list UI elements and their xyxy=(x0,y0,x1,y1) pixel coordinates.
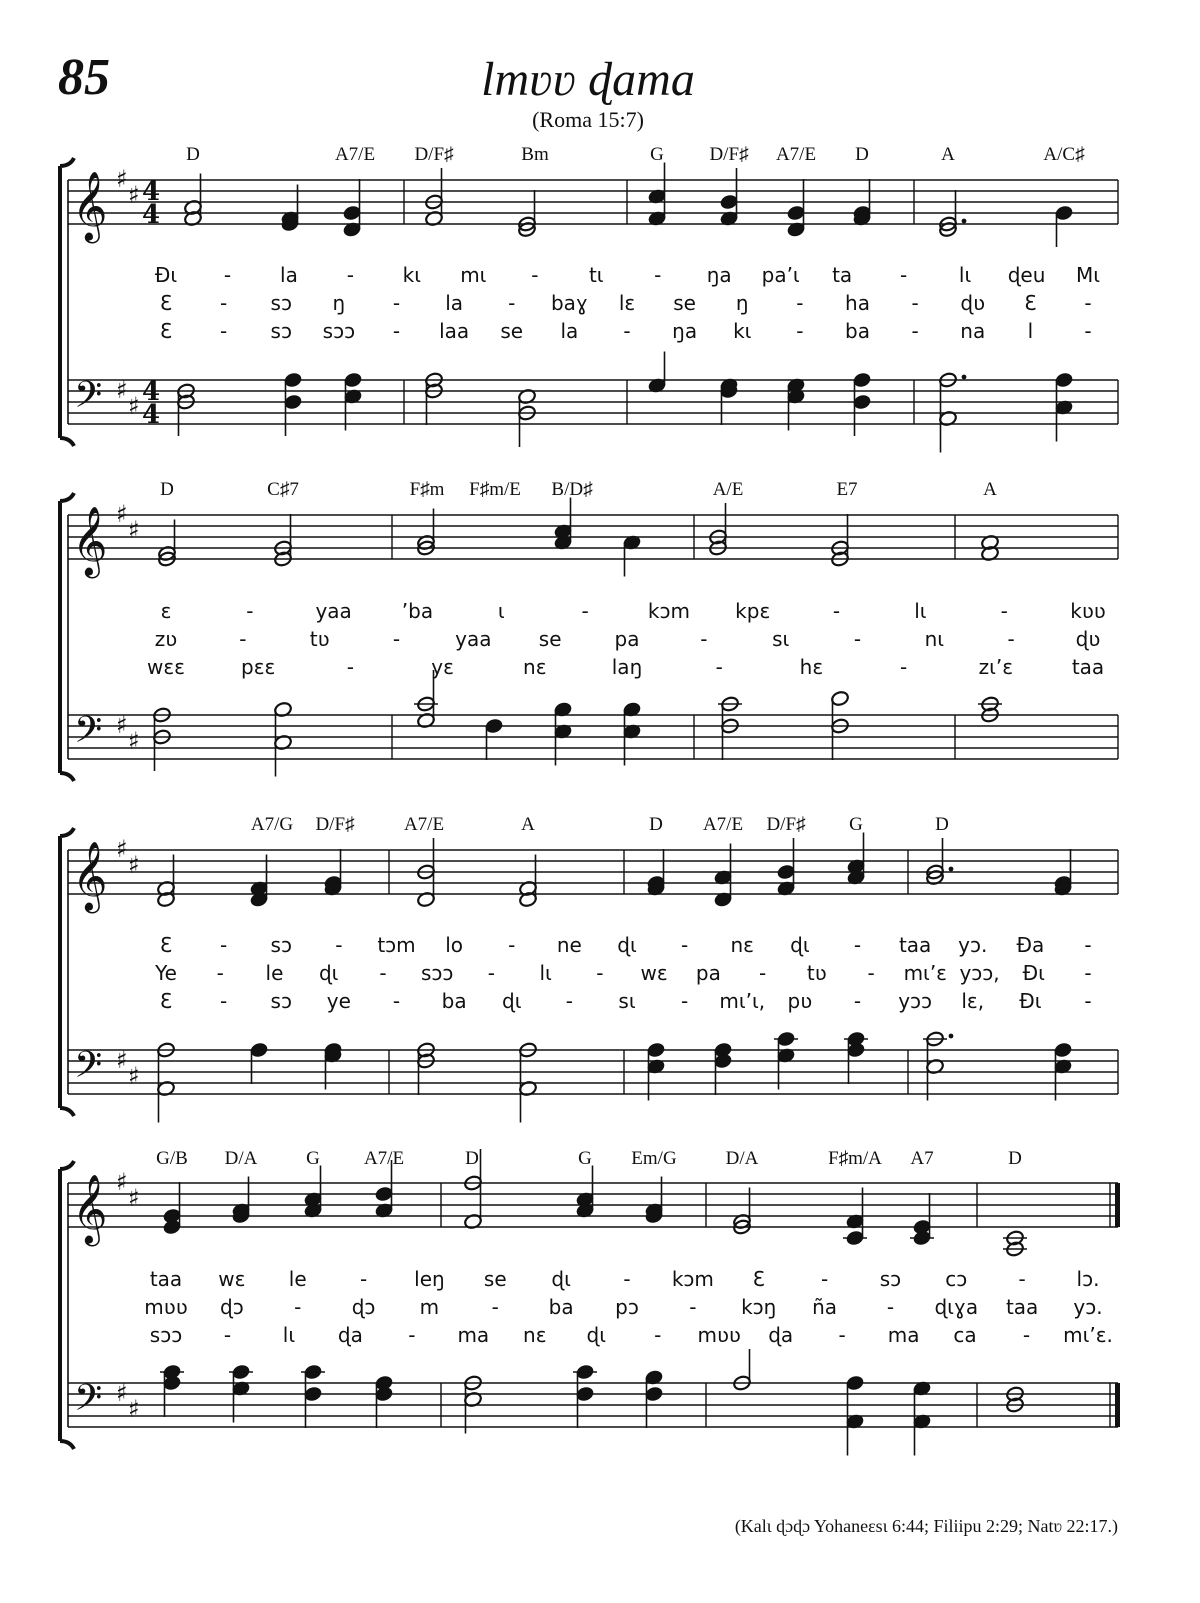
lyric-syllable: ɖɩ xyxy=(551,1267,571,1291)
chord-symbol: G xyxy=(650,144,664,165)
notehead xyxy=(162,1375,181,1392)
sharp-icon: ♯ xyxy=(128,1184,140,1212)
system-3 xyxy=(60,814,1118,1123)
notehead xyxy=(713,1053,732,1070)
lyric-syllable: - xyxy=(623,1267,631,1291)
bass-clef-icon: 𝄢 xyxy=(74,1044,103,1095)
lyric-syllable: kʋʋ xyxy=(1070,599,1106,623)
lyric-syllable: ɖɩ xyxy=(318,961,339,985)
lyric-syllable: ɖʋ xyxy=(1075,627,1101,651)
time-signature-top: 4 xyxy=(142,177,161,207)
lyric-syllable: - xyxy=(216,961,224,985)
sharp-icon: ♯ xyxy=(128,1062,140,1090)
lyric-syllable: - xyxy=(220,291,228,315)
sharp-icon: ♯ xyxy=(128,392,140,420)
scripture-reference: (Roma 15:7) xyxy=(532,107,644,132)
sharp-icon: ♯ xyxy=(116,1046,128,1074)
bass-staff xyxy=(68,1031,1118,1123)
chord-symbol: D/F♯ xyxy=(414,144,454,165)
lyric-syllable: ta xyxy=(832,263,853,287)
dot xyxy=(962,375,967,380)
notehead xyxy=(644,1386,663,1403)
lyric-syllable: pʋ xyxy=(787,989,813,1013)
lyric-syllable: - xyxy=(508,291,516,315)
time-signature-bottom: 4 xyxy=(142,200,161,230)
lyric-syllable: nɩ xyxy=(924,627,945,651)
hymn-number: 85 xyxy=(58,49,110,106)
lyric-syllable: taa xyxy=(898,933,932,957)
lyric-syllable: ɖa xyxy=(337,1323,363,1347)
lyric-syllable: wɛ xyxy=(640,961,668,985)
lyric-syllable: mʋʋ xyxy=(697,1323,741,1347)
chord-symbol: A7/E xyxy=(702,814,744,835)
lyric-syllable: baɣ xyxy=(550,291,588,315)
lyric-syllable: Ɖa xyxy=(1016,933,1045,957)
lyric-syllable: ha xyxy=(845,291,870,315)
notehead xyxy=(830,690,849,707)
chord-symbol: D/A xyxy=(725,1148,759,1169)
lyric-syllable: sɔ xyxy=(879,1267,902,1291)
dot xyxy=(949,867,954,872)
sharp-icon: ♯ xyxy=(116,165,128,193)
lyric-syllable: se xyxy=(483,1267,507,1291)
lyric-syllable: sɔɔ xyxy=(322,319,356,343)
lyric-syllable: ɩ xyxy=(497,599,505,623)
lyric-syllable: tɩ xyxy=(588,263,604,287)
chord-symbol: D/F♯ xyxy=(766,814,806,835)
lyric-syllable: - xyxy=(899,655,908,679)
lyric-syllable: yɔɔ, xyxy=(959,961,1000,985)
dot xyxy=(949,1034,954,1039)
lyric-syllable: - xyxy=(886,1295,895,1319)
lyric-syllable: m xyxy=(419,1295,440,1319)
lyric-syllable: mɩ’ɛ xyxy=(903,961,948,985)
lyric-syllable: - xyxy=(531,263,539,287)
sharp-icon: ♯ xyxy=(116,711,128,739)
lyric-syllable: - xyxy=(335,933,343,957)
lyric-syllable: - xyxy=(899,263,908,287)
lyric-syllable: - xyxy=(392,989,401,1013)
notehead xyxy=(374,1386,393,1403)
lyric-syllable: - xyxy=(408,1323,416,1347)
chord-symbol: D/F♯ xyxy=(315,814,355,835)
lyric-syllable: - xyxy=(565,989,573,1013)
lyric-syllable: lɩ xyxy=(914,599,927,623)
bass-staff xyxy=(68,352,1118,453)
lyric-syllable: yɔ. xyxy=(1073,1295,1103,1319)
lyric-syllable: lɔ. xyxy=(1076,1267,1100,1291)
lyric-syllable: mɩ xyxy=(460,263,487,287)
lyric-syllable: ba xyxy=(548,1295,574,1319)
chord-symbol: D xyxy=(160,479,174,500)
lyric-syllable: sɩ xyxy=(618,989,636,1013)
lyric-syllable: - xyxy=(220,989,228,1013)
chord-symbol: Bm xyxy=(521,144,549,165)
lyric-syllable: mɩ’ɩ, xyxy=(719,989,766,1013)
sharp-icon: ♯ xyxy=(128,181,140,209)
sharp-icon: ♯ xyxy=(116,1168,128,1196)
lyric-syllable: ŋa xyxy=(672,319,698,343)
notehead xyxy=(846,1042,865,1059)
treble-staff xyxy=(68,498,1118,579)
lyric-syllable: sɔɔ xyxy=(149,1323,183,1347)
lyric-syllable: ɖa xyxy=(768,1323,794,1347)
lyric-syllable: - xyxy=(379,961,387,985)
chord-symbol: A xyxy=(941,144,955,165)
lyric-syllable: leŋ xyxy=(414,1267,445,1291)
lyric-syllable: - xyxy=(508,933,516,957)
lyric-syllable: ɖɩ xyxy=(617,933,637,957)
lyric-syllable: - xyxy=(911,319,919,343)
chord-symbol: A7/E xyxy=(403,814,445,835)
bass-staff xyxy=(68,670,1118,777)
lyric-syllable: - xyxy=(1084,933,1092,957)
sharp-icon: ♯ xyxy=(116,835,128,863)
bass-clef-icon: 𝄢 xyxy=(74,374,103,425)
chord-symbol: D/A xyxy=(224,1148,258,1169)
lyric-syllable: taa xyxy=(1005,1295,1039,1319)
treble-clef-icon: 𝄞 xyxy=(72,506,108,576)
notehead xyxy=(374,1186,393,1203)
sharp-icon: ♯ xyxy=(116,1379,128,1407)
lyric-syllable: ɖɔ xyxy=(220,1295,244,1319)
notehead xyxy=(776,864,795,881)
lyric-syllable: - xyxy=(832,599,841,623)
lyric-syllable: ɖeu xyxy=(1007,263,1046,287)
lyric-syllable: na xyxy=(960,319,986,343)
chord-symbol: G xyxy=(306,1148,320,1169)
treble-clef-icon: 𝄞 xyxy=(72,1174,108,1244)
notehead xyxy=(484,718,503,735)
lyric-syllable: le xyxy=(265,961,284,985)
notehead xyxy=(303,1386,322,1403)
lyric-syllable: - xyxy=(853,989,862,1013)
lyric-syllable: hɛ xyxy=(799,655,824,679)
lyric-syllable: pɛɛ xyxy=(241,655,276,679)
lyric-syllable: taa xyxy=(149,1267,183,1291)
notehead xyxy=(852,372,871,389)
lyric-syllable: mɩ’ɛ. xyxy=(1063,1323,1113,1347)
chord-symbol: G xyxy=(578,1148,592,1169)
chord-symbol: G/B xyxy=(156,1148,188,1169)
lyric-syllable: - xyxy=(223,1323,232,1347)
lyric-syllable: zɩ’ɛ xyxy=(978,655,1014,679)
notehead xyxy=(343,372,362,389)
lyric-syllable: lɛ, xyxy=(961,989,985,1013)
notehead xyxy=(786,205,805,222)
sharp-icon: ♯ xyxy=(128,851,140,879)
lyric-syllable: - xyxy=(838,1323,846,1347)
lyric-syllable: - xyxy=(346,263,355,287)
chord-symbol: G xyxy=(849,814,863,835)
sharp-icon: ♯ xyxy=(116,376,128,404)
system-4 xyxy=(60,1148,1120,1456)
lyric-syllable: sɔ xyxy=(270,989,292,1013)
lyric-syllable: yaa xyxy=(455,627,492,651)
lyric-syllable: ye xyxy=(326,989,351,1013)
lyric-syllable: ’ba xyxy=(401,599,434,623)
lyric-syllable: - xyxy=(1084,961,1092,985)
chord-symbol: A7 xyxy=(910,1148,934,1169)
lyric-syllable: Ɛ xyxy=(752,1267,765,1291)
treble-staff xyxy=(68,163,1118,248)
sharp-icon: ♯ xyxy=(128,516,140,544)
chord-symbol: D xyxy=(1008,1148,1022,1169)
chord-symbol: Em/G xyxy=(631,1148,677,1169)
lyric-syllable: wɛɛ xyxy=(147,655,185,679)
lyric-syllable: tʋ xyxy=(309,627,330,651)
lyric-syllable: - xyxy=(239,627,247,651)
lyric-syllable: - xyxy=(220,933,228,957)
lyric-syllable: - xyxy=(1007,627,1015,651)
lyric-syllable: yɛ xyxy=(431,655,454,679)
lyric-syllable: - xyxy=(623,319,631,343)
lyric-syllable: Ɖɩ xyxy=(1019,989,1042,1013)
lyric-syllable: pa xyxy=(695,961,721,985)
lyric-syllable: lɛ xyxy=(618,291,636,315)
lyric-syllable: yɔɔ xyxy=(898,989,933,1013)
lyric-syllable: nɛ xyxy=(730,933,754,957)
lyric-syllable: sɔ xyxy=(270,291,292,315)
hymn-title: Ɩmʋʋ ɖama xyxy=(481,53,695,106)
chord-symbol: A xyxy=(521,814,535,835)
notehead xyxy=(283,394,302,411)
lyric-syllable: - xyxy=(796,291,804,315)
treble-clef-icon: 𝄞 xyxy=(72,841,108,911)
system-1 xyxy=(60,144,1118,453)
lyric-syllable: - xyxy=(867,961,875,985)
lyric-syllable: kɩ xyxy=(733,319,752,343)
lyric-syllable: ma xyxy=(887,1323,920,1347)
lyric-syllable: yɔ. xyxy=(958,933,988,957)
lyric-syllable: - xyxy=(220,319,228,343)
notehead xyxy=(283,372,302,389)
lyric-syllable: lɩ xyxy=(958,263,972,287)
lyric-syllable: - xyxy=(581,599,589,623)
lyric-syllable: - xyxy=(715,655,723,679)
lyric-syllable: - xyxy=(1000,599,1008,623)
chord-symbol: D xyxy=(935,814,949,835)
lyric-syllable: se xyxy=(500,319,524,343)
notehead xyxy=(575,1386,594,1403)
lyric-syllable: - xyxy=(294,1295,302,1319)
chord-symbol: E7 xyxy=(836,479,858,500)
lyric-syllable: - xyxy=(246,599,254,623)
notehead xyxy=(646,1042,665,1059)
notehead xyxy=(1053,1042,1072,1059)
lyric-syllable: ɖɩɣa xyxy=(934,1295,979,1319)
lyric-syllable: ŋ xyxy=(332,291,346,315)
lyric-syllable: ɖɩ xyxy=(502,989,522,1013)
chord-symbol: D xyxy=(465,1148,479,1169)
lyric-syllable: - xyxy=(596,961,604,985)
lyric-syllable: yaa xyxy=(315,599,352,623)
lyric-syllable: cɔ xyxy=(945,1267,968,1291)
lyric-syllable: ña xyxy=(812,1295,838,1319)
lyric-syllable: lo xyxy=(445,933,464,957)
lyric-syllable: sɩ xyxy=(772,627,790,651)
lyric-syllable: ɖɔ xyxy=(351,1295,376,1319)
lyric-syllable: - xyxy=(392,319,401,343)
lyric-syllable: ɖɩ xyxy=(586,1323,607,1347)
lyric-syllable: - xyxy=(392,627,401,651)
lyric-syllable: ɖɩ xyxy=(790,933,810,957)
lyric-syllable: sɔɔ xyxy=(420,961,454,985)
lyric-syllable: - xyxy=(1084,291,1092,315)
chord-symbol: D/F♯ xyxy=(709,144,749,165)
lyric-syllable: ba xyxy=(441,989,467,1013)
lyric-syllable: nɛ xyxy=(523,655,547,679)
notehead xyxy=(342,205,361,222)
lyric-syllable: ŋa xyxy=(706,263,732,287)
lyric-syllable: tʋ xyxy=(806,961,827,985)
lyric-syllable: - xyxy=(346,655,355,679)
chord-symbol: F♯m/E xyxy=(469,479,521,500)
treble-staff xyxy=(68,833,1118,914)
notehead xyxy=(1054,372,1073,389)
system-2 xyxy=(60,479,1118,781)
lyric-syllable: pɔ xyxy=(615,1295,639,1319)
treble-clef-icon: 𝄞 xyxy=(72,171,108,241)
lyric-syllable: se xyxy=(673,291,696,315)
chord-symbol: B/D♯ xyxy=(551,479,593,500)
lyric-syllable: Ɛ xyxy=(159,989,173,1013)
lyric-syllable: la xyxy=(280,263,298,287)
chord-symbol: D xyxy=(186,144,200,165)
lyric-syllable: - xyxy=(758,961,767,985)
lyric-syllable: ma xyxy=(457,1323,490,1347)
lyric-syllable: taa xyxy=(1071,655,1105,679)
final-barline-thick xyxy=(1115,1383,1120,1427)
chord-symbol: A/E xyxy=(712,479,744,500)
lyric-syllable: mʋʋ xyxy=(144,1295,188,1319)
chord-symbol: A7/E xyxy=(775,144,817,165)
time-signature-bottom: 4 xyxy=(142,400,161,430)
lyric-syllable: laŋ xyxy=(611,655,643,679)
lyric-syllable: kɩ xyxy=(402,263,422,287)
lyric-syllable: Ɖɩ xyxy=(154,263,178,287)
lyric-syllable: nɛ xyxy=(523,1323,547,1347)
lyric-syllable: - xyxy=(689,1295,697,1319)
chord-symbol: F♯m/A xyxy=(828,1148,882,1169)
lyric-syllable: sɔ xyxy=(270,319,292,343)
lyric-syllable: Ɛ xyxy=(159,291,173,315)
notehead xyxy=(162,1219,181,1236)
lyric-syllable: - xyxy=(491,1295,499,1319)
lyric-syllable: kɔm xyxy=(671,1267,714,1291)
bass-clef-icon: 𝄢 xyxy=(74,709,103,760)
lyric-syllable: pa’ɩ xyxy=(761,263,800,287)
lyric-syllable: Ɛ xyxy=(1024,291,1037,315)
lyric-syllable: - xyxy=(654,263,662,287)
time-signature-top: 4 xyxy=(142,377,161,407)
chord-symbol: F♯m xyxy=(409,479,445,500)
lyric-syllable: - xyxy=(392,291,401,315)
lyric-syllable: - xyxy=(654,1323,662,1347)
lyric-syllable: ŋ xyxy=(735,291,749,315)
lyric-syllable: - xyxy=(681,933,689,957)
lyric-syllable: ne xyxy=(556,933,582,957)
lyric-syllable: ba xyxy=(845,319,870,343)
lyric-syllable: - xyxy=(1084,319,1092,343)
lyric-syllable: laa xyxy=(439,319,470,343)
lyric-syllable: Ye xyxy=(155,961,177,985)
lyric-syllable: ɖʋ xyxy=(960,291,986,315)
sharp-icon: ♯ xyxy=(128,1395,140,1423)
lyric-syllable: - xyxy=(820,1267,829,1291)
chord-symbol: A7/G xyxy=(250,814,294,835)
lyric-syllable: - xyxy=(700,627,708,651)
lyric-syllable: - xyxy=(359,1267,368,1291)
notehead xyxy=(719,194,738,211)
notehead xyxy=(845,1375,864,1392)
lyric-syllable: le xyxy=(288,1267,307,1291)
final-barline-thick xyxy=(1115,1183,1120,1227)
lyric-syllable: - xyxy=(853,627,862,651)
lyric-syllable: lɩ xyxy=(539,961,552,985)
lyric-syllable: Mɩ xyxy=(1075,263,1101,287)
lyric-syllable: ɛ xyxy=(160,599,172,623)
lyric-syllable: - xyxy=(681,989,689,1013)
lyric-syllable: ca xyxy=(953,1323,977,1347)
lyric-syllable: la xyxy=(445,291,464,315)
lyric-syllable: Ɛ xyxy=(159,933,173,957)
notehead xyxy=(852,394,871,411)
lyric-syllable: tɔm xyxy=(377,933,416,957)
lyric-syllable: sɔ xyxy=(270,933,292,957)
chord-symbol: A7/E xyxy=(363,1148,405,1169)
lyric-syllable: kɔŋ xyxy=(741,1295,777,1319)
lyric-syllable: Ɛ xyxy=(159,319,173,343)
cross-reference: (Kalɩ ɖɔɖɔ Yohaneɛsɩ 6:44; Filiipu 2:29; Natʋ 22:17.) xyxy=(734,1516,1118,1536)
chord-symbol: A7/E xyxy=(334,144,376,165)
lyric-syllable: lɩ xyxy=(282,1323,296,1347)
lyric-syllable: la xyxy=(560,319,579,343)
chord-symbol: A xyxy=(983,479,997,500)
chord-symbol: D xyxy=(855,144,869,165)
lyric-syllable: - xyxy=(1022,1323,1031,1347)
lyric-syllable: zʋ xyxy=(154,627,178,651)
sharp-icon: ♯ xyxy=(128,727,140,755)
lyric-syllable: - xyxy=(1084,989,1092,1013)
lyric-syllable: - xyxy=(223,263,232,287)
dot xyxy=(962,219,967,224)
chord-symbol: D xyxy=(649,814,663,835)
notehead xyxy=(249,1042,268,1059)
notehead xyxy=(1054,205,1073,222)
lyric-syllable: - xyxy=(487,961,496,985)
lyric-syllable: Ɖɩ xyxy=(1022,961,1045,985)
lyric-syllable: se xyxy=(538,627,562,651)
bass-staff xyxy=(68,1349,1120,1456)
lyric-syllable: - xyxy=(1018,1267,1026,1291)
lyric-syllable: kɔm xyxy=(647,599,690,623)
lyric-syllable: kpɛ xyxy=(735,599,771,623)
lyric-syllable: - xyxy=(853,933,862,957)
chord-symbol: C♯7 xyxy=(267,479,299,500)
lyric-syllable: wɛ xyxy=(218,1267,246,1291)
lyric-syllable: - xyxy=(911,291,919,315)
chord-symbol: A/C♯ xyxy=(1043,144,1085,165)
sharp-icon: ♯ xyxy=(116,500,128,528)
lyric-syllable: l xyxy=(1027,319,1034,343)
lyric-syllable: - xyxy=(796,319,804,343)
lyric-syllable: pa xyxy=(614,627,640,651)
bass-clef-icon: 𝄢 xyxy=(74,1377,103,1428)
